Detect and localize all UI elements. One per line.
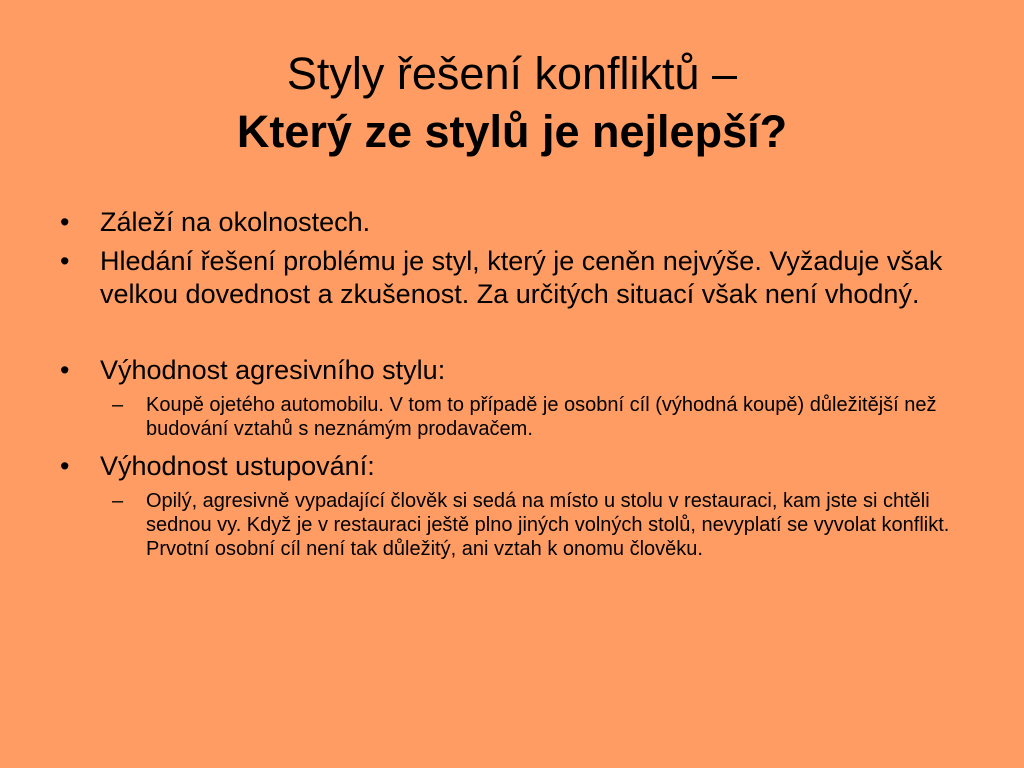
bullet-text: Hledání řešení problému je styl, který je ceněn nejvýše. Vyžaduje však velkou dovednost a zkušenost. Za určitých situací však není vhodný. xyxy=(100,246,943,309)
bullet-marker: • xyxy=(60,246,70,276)
dash-marker: – xyxy=(112,394,124,416)
spacer xyxy=(60,317,980,354)
bullet-text: Výhodnost agresivního stylu: xyxy=(100,355,446,385)
subbullet-item xyxy=(112,393,980,441)
bullet-marker: • xyxy=(60,355,70,385)
title-line-1: Styly řešení konfliktů – xyxy=(286,48,738,99)
subbullet-text: Koupě ojetého automobilu. V tom to případě je osobní cíl (výhodná koupě) důležitější než budování vztahů s neznámým prodavačem. xyxy=(146,394,937,440)
bullet-item xyxy=(60,354,980,387)
bullet-item xyxy=(60,450,980,483)
subbullet-item xyxy=(112,489,980,561)
bullet-marker: • xyxy=(60,207,70,237)
slide-content xyxy=(60,206,980,570)
bullet-item xyxy=(60,245,980,311)
slide-title xyxy=(0,46,1024,161)
bullet-marker: • xyxy=(60,451,70,481)
dash-marker: – xyxy=(112,490,124,512)
bullet-item xyxy=(60,206,980,239)
subbullet-text: Opilý, agresivně vypadající člověk si sedá na místo u stolu v restauraci, kam jste si chtěli sednou vy. Když je v restauraci ještě plno jiných volných stolů, nevyplatí se vyvolat konflikt. Prvotní osobní cíl není tak důležitý, ani vztah k onomu člověku. xyxy=(146,490,950,560)
title-line-2: Který ze stylů je nejlepší? xyxy=(236,106,788,158)
bullet-text: Výhodnost ustupování: xyxy=(100,451,375,481)
bullet-text: Záleží na okolnostech. xyxy=(100,207,371,237)
